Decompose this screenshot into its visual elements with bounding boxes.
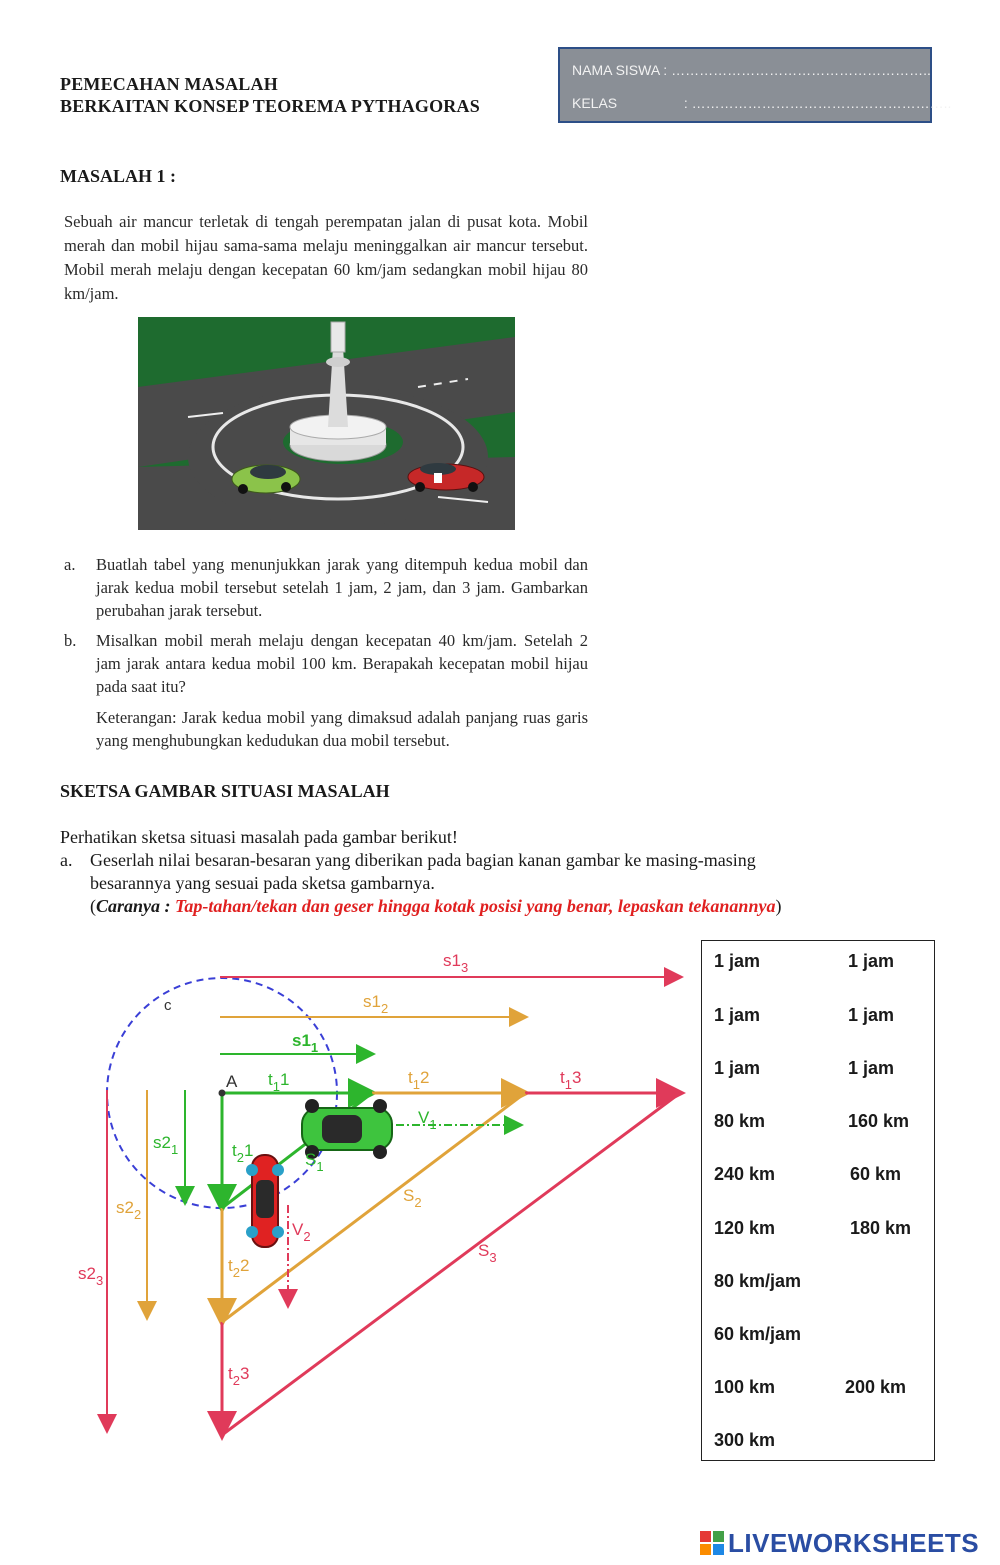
class-label: KELAS	[572, 95, 618, 111]
label-s2-3: $s2_3$	[78, 1264, 104, 1288]
label-s1-1: $s1_1$	[292, 1031, 319, 1055]
label-s1-2: $s1_2$	[363, 992, 389, 1016]
s3-hypotenuse	[222, 1093, 680, 1435]
student-name-label: NAMA SISWA :	[572, 62, 668, 78]
sketch-heading: SKETSA GAMBAR SITUASI MASALAH	[60, 781, 390, 801]
label-s2-2: $s2_2$	[116, 1198, 142, 1222]
paren-open: (	[90, 896, 96, 916]
option-item[interactable]: 180 km	[850, 1218, 912, 1238]
label-A: A	[226, 1072, 238, 1091]
sketch-intro: Perhatikan sketsa situasi masalah pada gambar berikut!	[60, 827, 458, 847]
note-text: Keterangan: Jarak kedua mobil yang dimaksud adalah panjang ruas garis yang menghubungkan kedudukan dua mobil tersebut.	[96, 708, 588, 750]
option-item[interactable]: 80 km/jam	[714, 1271, 802, 1291]
vector-sketch-diagram	[0, 930, 700, 1450]
origin-point	[219, 1090, 226, 1097]
brand-name: LIVEWORKSHEETS	[728, 1528, 980, 1558]
how-text: Tap-tahan/tekan dan geser hingga kotak posisi yang benar, lepaskan tekanannya	[175, 896, 776, 916]
question-a	[64, 553, 588, 622]
instruction-letter: a.	[60, 850, 73, 870]
option-item[interactable]: 160 km	[848, 1111, 910, 1131]
label-t1-3: $t_13$	[560, 1068, 582, 1092]
question-b-text: Misalkan mobil merah melaju dengan kecepatan 40 km/jam. Setelah 2 jam jarak antara kedua mobil 100 km. Berapakah kecepatan mobil hijau pada saat itu?	[96, 631, 588, 696]
instruction-line-1: Geserlah nilai besaran-besaran yang diberikan pada bagian kanan gambar ke masing-masing	[90, 850, 756, 870]
student-name-field[interactable]: ………………………………………………..	[671, 62, 931, 78]
option-item[interactable]: 100 km	[714, 1377, 776, 1397]
label-t1-1: $t_11$	[268, 1070, 290, 1094]
label-S3: $S_3$	[478, 1241, 497, 1265]
label-t2-3: $t_23$	[228, 1364, 250, 1388]
red-car-icon	[246, 1155, 284, 1247]
option-item[interactable]: 1 jam	[714, 1058, 761, 1078]
label-s2-1: $s2_1$	[153, 1133, 179, 1157]
student-info-box	[558, 47, 952, 123]
liveworksheets-logo	[700, 1528, 979, 1559]
instruction-line-2: besarannya yang sesuai pada sketsa gambarnya.	[90, 873, 435, 893]
class-field[interactable]: : ………………………………………………..	[683, 95, 952, 111]
label-v2: $V_2$	[292, 1220, 311, 1244]
label-c: c	[164, 997, 172, 1014]
option-item[interactable]: 200 km	[845, 1377, 907, 1397]
problem-heading: MASALAH 1 :	[60, 166, 176, 186]
option-item[interactable]: 80 km	[714, 1111, 766, 1131]
label-s1-3: $s1_3$	[443, 951, 469, 975]
option-item[interactable]: 240 km	[714, 1164, 776, 1184]
title-line-1: PEMECAHAN MASALAH	[60, 74, 278, 94]
answer-options-box	[701, 940, 935, 1461]
question-b-letter: b.	[64, 631, 77, 650]
label-S1: $S_1$	[305, 1150, 324, 1174]
title-line-2: BERKAITAN KONSEP TEOREMA PYTHAGORAS	[60, 96, 480, 116]
question-a-letter: a.	[64, 555, 76, 574]
option-item[interactable]: 1 jam	[714, 951, 761, 971]
how-label: Caranya :	[96, 896, 176, 916]
note	[64, 706, 588, 752]
option-item[interactable]: 120 km	[714, 1218, 776, 1238]
option-item[interactable]: 60 km/jam	[714, 1324, 802, 1344]
option-item[interactable]: 1 jam	[848, 951, 895, 971]
label-S2: $S_2$	[403, 1186, 422, 1210]
label-v1: $V_1$	[418, 1108, 437, 1132]
label-t2-2: $t_22$	[228, 1256, 250, 1280]
instruction-how	[60, 895, 940, 918]
fountain-roundabout-illustration	[138, 317, 515, 530]
option-item[interactable]: 1 jam	[714, 1005, 761, 1025]
logo-grid-icon	[700, 1531, 724, 1555]
option-item[interactable]: 60 km	[850, 1164, 902, 1184]
option-item[interactable]: 1 jam	[848, 1005, 895, 1025]
label-t1-2: $t_12$	[408, 1068, 430, 1092]
option-item[interactable]: 300 km	[714, 1430, 776, 1450]
question-a-text: Buatlah tabel yang menunjukkan jarak yang ditempuh kedua mobil dan jarak kedua mobil tersebut setelah 1 jam, 2 jam, dan 3 jam. Gambarkan perubahan jarak tersebut.	[96, 555, 588, 620]
label-t2-1: $t_21$	[232, 1141, 254, 1165]
paren-close: )	[775, 896, 782, 916]
problem-text: Sebuah air mancur terletak di tengah perempatan jalan di pusat kota. Mobil merah dan mobil hijau sama-sama melaju meninggalkan air mancur tersebut. Mobil merah melaju dengan kecepatan 60 km/jam sedangkan mobil hijau 80 km/jam.	[64, 212, 588, 303]
option-item[interactable]: 1 jam	[848, 1058, 895, 1078]
sketch-instructions	[60, 826, 940, 918]
question-b	[64, 629, 588, 698]
page-title	[60, 73, 480, 117]
